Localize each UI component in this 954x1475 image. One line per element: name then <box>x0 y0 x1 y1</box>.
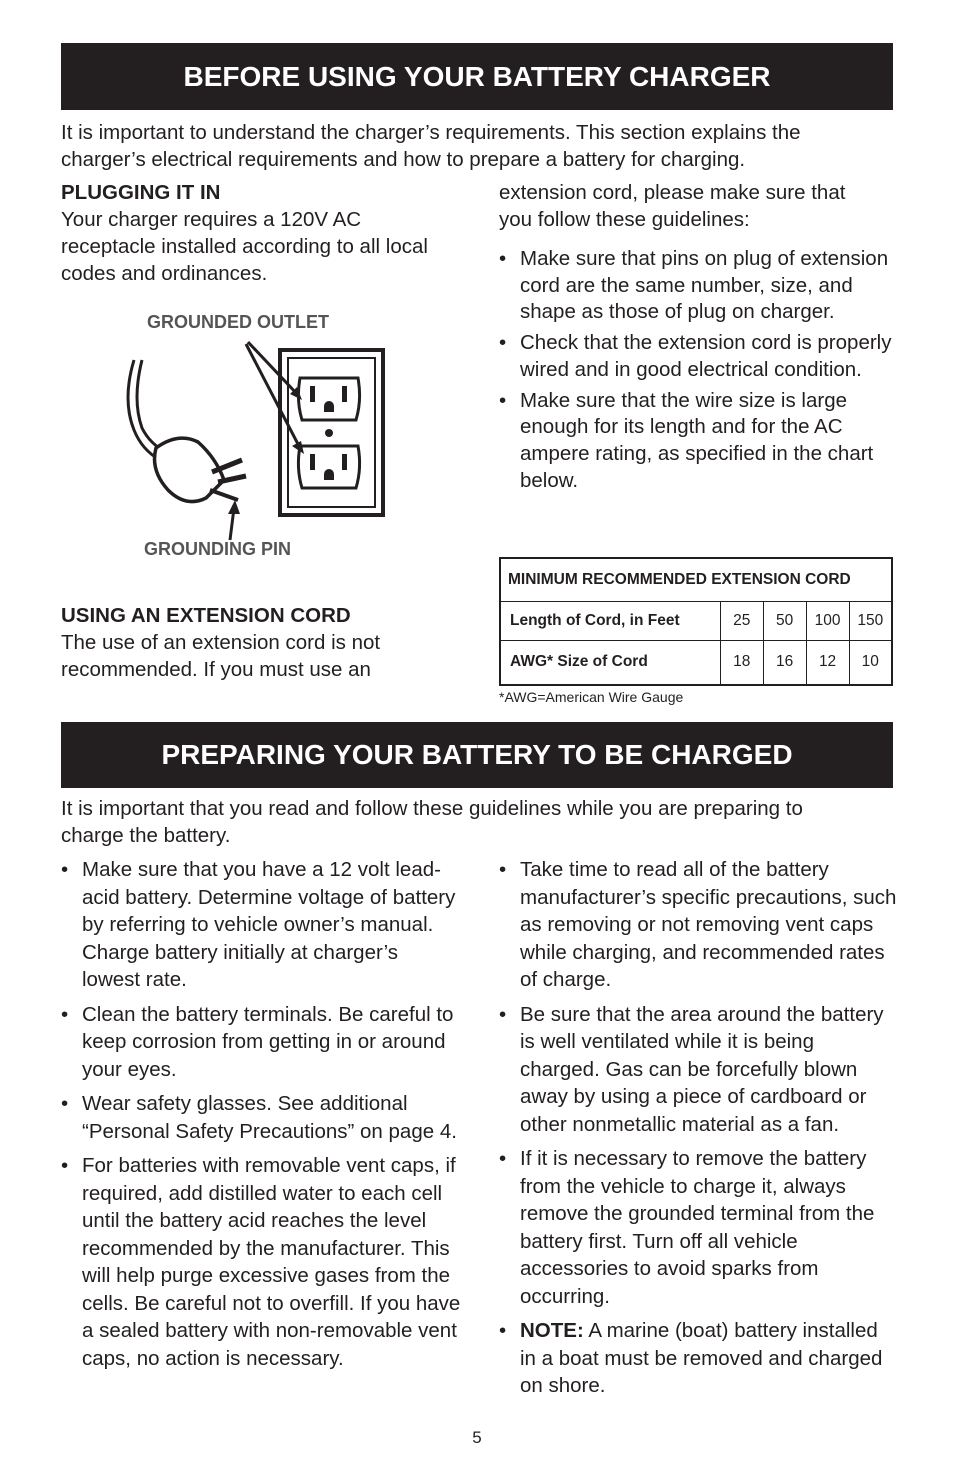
extension-continued: extension cord, please make sure that you follow these guidelines: <box>499 181 846 231</box>
list-item: • Make sure that pins on plug of extension cord are the same number, size, and shape as those of plug on charger. <box>499 246 899 326</box>
preparation-list-left <box>61 856 461 1372</box>
extension-heading: USING AN EXTENSION CORD <box>61 604 351 627</box>
table-caption: MINIMUM RECOMMENDED EXTENSION CORD <box>500 558 892 601</box>
section-title-before-using: BEFORE USING YOUR BATTERY CHARGER <box>61 43 893 110</box>
list-item: • Make sure that you have a 12 volt lead-acid battery. Determine voltage of battery by referring to vehicle owner’s manual. Charge battery initially at charger’s lowest rate. <box>61 856 461 994</box>
page-number: 5 <box>472 1428 482 1447</box>
plug-outlet-illustration <box>120 330 400 560</box>
list-item: • Take time to read all of the battery manufacturer’s specific precautions, such as removing or not removing vent caps while charging, and recommended rates of charge. <box>499 856 899 994</box>
list-item: • Make sure that the wire size is large enough for its length and for the AC ampere rating, as specified in the chart below. <box>499 388 899 495</box>
extension-cord-table <box>499 557 893 686</box>
extension-guidelines-list <box>499 246 899 494</box>
plugging-heading: PLUGGING IT IN <box>61 181 221 204</box>
table-row: Length of Cord, in Feet 25 50 100 150 <box>500 601 892 640</box>
list-item: • Check that the extension cord is properly wired and in good electrical condition. <box>499 330 899 383</box>
grounding-pin-label: GROUNDING PIN <box>144 539 292 559</box>
intro-paragraph: It is important to understand the charger’s requirements. This section explains the charger’s electrical requirements and how to prepare a battery for charging. <box>61 121 801 171</box>
note-text: A marine (boat) battery installed in a boat must be removed and charged on shore. <box>520 1319 883 1397</box>
preparation-list-right <box>499 856 899 1400</box>
note-label: NOTE: <box>520 1319 584 1342</box>
list-item: • Be sure that the area around the battery is well ventilated while it is being charged. Gas can be forcefully blown away by using a piece of cardboard or other nonmetallic material as a fan. <box>499 1001 899 1139</box>
list-item: • Clean the battery terminals. Be careful to keep corrosion from getting in or around your eyes. <box>61 1001 461 1084</box>
table-row: AWG* Size of Cord 18 16 12 10 <box>500 640 892 685</box>
grounded-outlet-figure <box>120 308 400 568</box>
extension-cord-block: USING AN EXTENSION CORD The use of an extension cord is not recommended. If you must use an <box>61 604 381 681</box>
list-item: • Wear safety glasses. See additional “Personal Safety Precautions” on page 4. <box>61 1090 461 1145</box>
list-item: • For batteries with removable vent caps, if required, add distilled water to each cell until the battery acid reaches the level recommended by the manufacturer. This will help purge excessive gases from the cells. Be careful not to overfill. If you have a sealed battery with non-removable vent caps, no action is necessary. <box>61 1152 461 1372</box>
plugging-it-in-block: PLUGGING IT IN Your charger requires a 120V AC receptacle installed according to all local codes and ordinances. <box>61 181 428 285</box>
note-item <box>499 1317 899 1400</box>
section-title-preparing: PREPARING YOUR BATTERY TO BE CHARGED <box>61 722 893 788</box>
table-footnote: *AWG=American Wire Gauge <box>499 689 684 705</box>
list-item: • If it is necessary to remove the battery from the vehicle to charge it, always remove the grounded terminal from the battery first. Turn off all vehicle accessories to avoid sparks from occurring. <box>499 1145 899 1310</box>
grounded-outlet-label: GROUNDED OUTLET <box>147 312 329 332</box>
section2-intro: It is important that you read and follow these guidelines while you are preparing to charge the battery. <box>61 797 803 847</box>
